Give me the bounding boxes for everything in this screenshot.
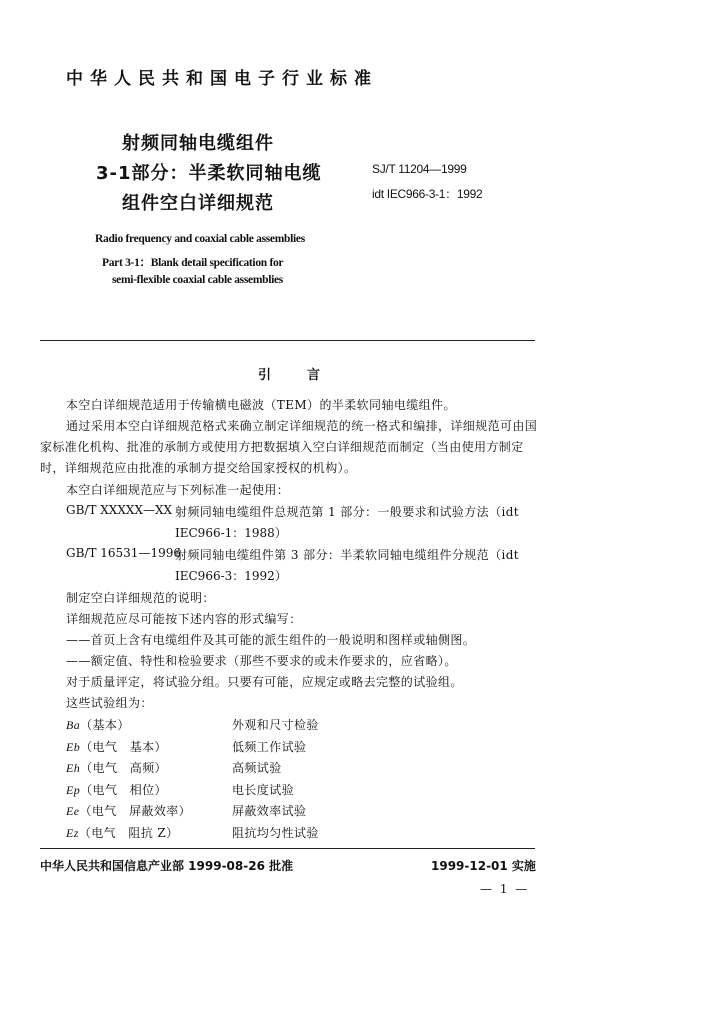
test-group-name: 屏蔽效率试验	[232, 804, 307, 818]
title-cn-line-1: 射频同轴电缆组件	[122, 133, 274, 154]
test-group-code: Eh	[66, 761, 81, 775]
intro-paragraph-2-line-3: 时，详细规范应由批准的承制方提交给国家授权的机构）。	[40, 461, 357, 475]
intro-paragraph-5: 详细规范应尽可能按下述内容的形式编写：	[66, 612, 302, 626]
test-group-desc: （基本）	[80, 718, 130, 732]
ref-1-desc-line-2: IEC966-1：1988）	[175, 526, 287, 540]
test-group-desc: （电气 基本）	[80, 740, 167, 754]
ref-1-desc-line-1: 射频同轴电缆组件总规范第 1 部分：一般要求和试验方法（idt	[175, 505, 520, 519]
test-group-code: Ez	[66, 826, 79, 840]
intro-paragraph-8: 对于质量评定，将试验分组。只要有可能，应规定或略去完整的试验组。	[66, 675, 463, 689]
test-group-row	[66, 824, 179, 841]
title-cn-line-3: 组件空白详细规范	[122, 193, 274, 214]
standard-number: SJ/T 11204—1999	[372, 162, 467, 176]
test-group-desc: （电气 相位）	[80, 783, 167, 797]
title-en-line-3: semi-flexible coaxial cable assemblies	[112, 274, 283, 286]
intro-heading-char-2: 言	[307, 368, 321, 383]
test-group-name: 电长度试验	[232, 783, 295, 797]
test-group-desc: （电气 阻抗 Z）	[78, 826, 179, 840]
test-group-row	[66, 716, 130, 733]
intro-paragraph-7: ——额定值、特性和检验要求（那些不要求的或未作要求的，应省略）。	[66, 654, 457, 668]
test-group-row	[66, 759, 167, 776]
intro-paragraph-9: 这些试验组为：	[66, 696, 153, 710]
test-group-desc: （电气 屏蔽效率）	[79, 804, 192, 818]
test-group-name: 低频工作试验	[232, 740, 307, 754]
intro-paragraph-2-line-1: 通过采用本空白详细规范格式来确立制定详细规范的统一格式和编排，详细规范可由国	[66, 419, 538, 433]
test-group-name: 外观和尺寸检验	[232, 718, 319, 732]
page-number: — 1 —	[480, 882, 530, 896]
test-group-name: 阻抗均匀性试验	[232, 826, 319, 840]
top-divider	[40, 340, 535, 341]
test-group-row	[66, 738, 167, 755]
test-group-code: Ee	[66, 804, 80, 818]
effective-date: 1999-12-01 实施	[431, 859, 536, 873]
ref-2-desc-line-1: 射频同轴电缆组件第 3 部分：半柔软同轴电缆组件分规范（idt	[175, 548, 520, 562]
bottom-divider	[40, 848, 535, 849]
intro-paragraph-1: 本空白详细规范适用于传输横电磁波（TEM）的半柔软同轴电缆组件。	[66, 398, 456, 412]
intro-heading-char-1: 引	[258, 368, 272, 383]
ref-2-desc-line-2: IEC966-3：1992）	[175, 569, 287, 583]
ref-1-code: GB/T XXXXX—XX	[66, 503, 173, 517]
approval-line: 中华人民共和国信息产业部 1999-08-26 批准	[40, 859, 294, 873]
intro-paragraph-6: ——首页上含有电缆组件及其可能的派生组件的一般说明和图样或轴侧图。	[66, 633, 476, 647]
test-group-code: Ep	[66, 783, 81, 797]
test-group-desc: （电气 高频）	[80, 761, 167, 775]
idt-reference: idt IEC966-3-1：1992	[372, 187, 483, 201]
intro-paragraph-4: 制定空白详细规范的说明：	[66, 591, 215, 605]
intro-paragraph-3: 本空白详细规范应与下列标准一起使用：	[66, 483, 290, 497]
test-group-code: Eb	[66, 740, 81, 754]
test-group-row	[66, 802, 191, 819]
test-group-row	[66, 781, 167, 798]
ref-2-code: GB/T 16531—1996	[66, 546, 181, 560]
title-en-line-1: Radio frequency and coaxial cable assemblies	[95, 233, 305, 245]
title-cn-line-2: 3-1部分：半柔软同轴电缆	[96, 163, 322, 184]
test-group-name: 高频试验	[232, 761, 282, 775]
test-group-code: Ba	[66, 718, 81, 732]
intro-paragraph-2-line-2: 家标准化机构、批准的承制方或使用方把数据填入空白详细规范而制定（当由使用方制定	[40, 440, 524, 454]
standard-type-heading: 中华人民共和国电子行业标准	[66, 69, 378, 89]
title-en-line-2: Part 3-1：Blank detail specification for	[102, 257, 284, 269]
